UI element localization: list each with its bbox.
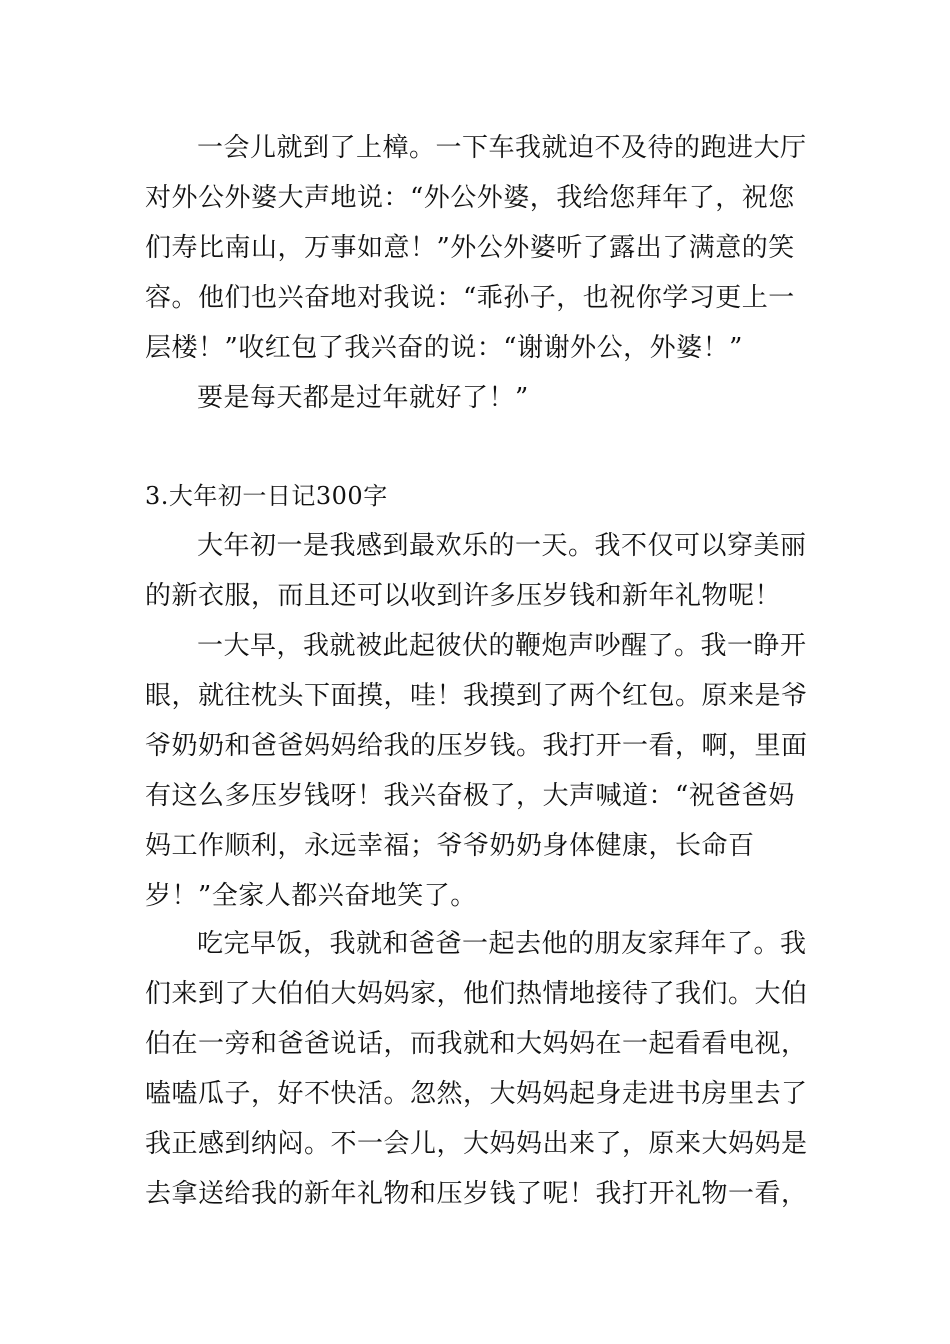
paragraph-line: 去拿送给我的新年礼物和压岁钱了呢！我打开礼物一看， bbox=[145, 1179, 808, 1209]
paragraph-line: 大年初一是我感到最欢乐的一天。我不仅可以穿美丽 bbox=[197, 531, 807, 561]
paragraph-line: 岁！”全家人都兴奋地笑了。 bbox=[145, 881, 477, 911]
paragraph-line: 吃完早饭，我就和爸爸一起去他的朋友家拜年了。我 bbox=[197, 929, 807, 959]
paragraph-line: 们来到了大伯伯大妈妈家，他们热情地接待了我们。大伯 bbox=[145, 979, 808, 1009]
paragraph-line: 们寿比南山，万事如意！”外公外婆听了露出了满意的笑 bbox=[145, 233, 795, 263]
paragraph-line: 一会儿就到了上樟。一下车我就迫不及待的跑进大厅 bbox=[197, 133, 807, 163]
paragraph-line: 有这么多压岁钱呀！我兴奋极了，大声喊道：“祝爸爸妈 bbox=[145, 781, 795, 811]
paragraph-line: 要是每天都是过年就好了！” bbox=[197, 383, 529, 413]
paragraph-line: 妈工作顺利，永远幸福；爷爷奶奶身体健康，长命百 bbox=[145, 831, 755, 861]
paragraph-line: 伯在一旁和爸爸说话，而我就和大妈妈在一起看看电视， bbox=[145, 1029, 808, 1059]
section-heading: 3.大年初一日记300字 bbox=[145, 482, 388, 510]
paragraph-line: 嗑嗑瓜子，好不快活。忽然，大妈妈起身走进书房里去了 bbox=[145, 1079, 808, 1109]
paragraph-line: 眼，就往枕头下面摸，哇！我摸到了两个红包。原来是爷 bbox=[145, 681, 808, 711]
paragraph-line: 的新衣服，而且还可以收到许多压岁钱和新年礼物呢！ bbox=[145, 581, 782, 611]
paragraph-line: 我正感到纳闷。不一会儿，大妈妈出来了，原来大妈妈是 bbox=[145, 1129, 808, 1159]
paragraph-line: 层楼！”收红包了我兴奋的说：“谢谢外公，外婆！” bbox=[145, 333, 743, 363]
paragraph-line: 爷奶奶和爸爸妈妈给我的压岁钱。我打开一看，啊，里面 bbox=[145, 731, 808, 761]
paragraph-line: 一大早，我就被此起彼伏的鞭炮声吵醒了。我一睁开 bbox=[197, 631, 807, 661]
paragraph-line: 容。他们也兴奋地对我说：“乖孙子，也祝你学习更上一 bbox=[145, 283, 795, 313]
paragraph-line: 对外公外婆大声地说：“外公外婆，我给您拜年了，祝您 bbox=[145, 183, 795, 213]
